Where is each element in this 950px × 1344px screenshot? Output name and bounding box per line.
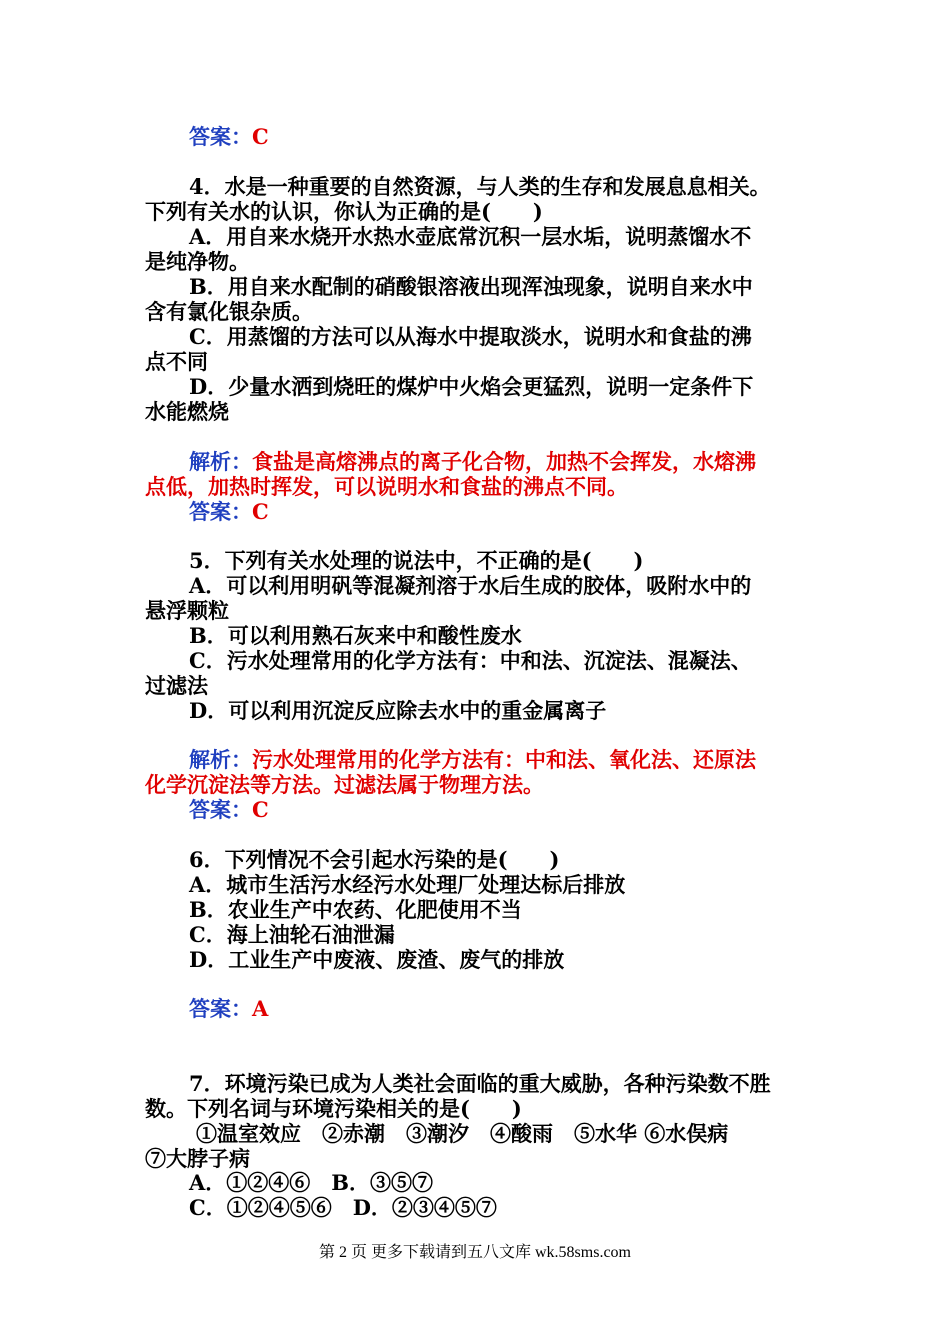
q5-option-c-line-2: 过滤法 — [145, 673, 208, 698]
q7-options-line-1: A．①②④⑥ B．③⑤⑦ — [189, 1170, 434, 1195]
q4-option-c-line-2: 点不同 — [145, 349, 208, 374]
q5-stem: 5．下列有关水处理的说法中，不正确的是( ) — [189, 548, 644, 573]
q4-analysis-line-2: 点低，加热时挥发，可以说明水和食盐的沸点不同。 — [145, 474, 628, 499]
q5-answer-line — [189, 797, 854, 823]
q6-option-b: B．农业生产中农药、化肥使用不当 — [189, 897, 522, 922]
q6-answer: A — [252, 996, 269, 1021]
q5-analysis-line-1 — [189, 747, 854, 773]
q7-stem-line-2: 数。下列名词与环境污染相关的是( ) — [145, 1096, 522, 1121]
q7-stem-line-1: 7．环境污染已成为人类社会面临的重大威胁，各种污染数不胜 — [189, 1071, 771, 1096]
q4-option-b-line-2: 含有氯化银杂质。 — [145, 299, 313, 324]
q6-option-d: D．工业生产中废液、废渣、废气的排放 — [189, 947, 565, 972]
q5-analysis-line-2: 化学沉淀法等方法。过滤法属于物理方法。 — [145, 772, 544, 797]
q4-analysis-line-1 — [189, 449, 854, 475]
q5-option-a-line-2: 悬浮颗粒 — [145, 598, 229, 623]
q6-option-a: A．城市生活污水经污水处理厂处理达标后排放 — [189, 872, 626, 897]
q4-option-b-line-1: B．用自来水配制的硝酸银溶液出现浑浊现象，说明自来水中 — [189, 274, 753, 299]
q3-answer-line — [189, 124, 854, 150]
q6-stem: 6．下列情况不会引起水污染的是( ) — [189, 847, 560, 872]
q5-option-d: D．可以利用沉淀反应除去水中的重金属离子 — [189, 698, 607, 723]
q6-answer-line — [189, 996, 854, 1022]
q7-items-line-1: ①温室效应 ②赤潮 ③潮汐 ④酸雨 ⑤水华 ⑥水俣病 — [196, 1121, 729, 1146]
q4-answer: C — [252, 499, 269, 524]
answer-label: 答案： — [189, 499, 252, 524]
page-footer: 第 2 页 更多下载请到五八文库 wk.58sms.com — [318, 1244, 631, 1261]
q5-option-c-line-1: C．污水处理常用的化学方法有：中和法、沉淀法、混凝法、 — [189, 648, 752, 673]
q5-analysis-text-1: 污水处理常用的化学方法有：中和法、氧化法、还原法 — [252, 747, 756, 772]
q4-option-c-line-1: C．用蒸馏的方法可以从海水中提取淡水，说明水和食盐的沸 — [189, 324, 752, 349]
q5-option-a-line-1: A．可以利用明矾等混凝剂溶于水后生成的胶体，吸附水中的 — [189, 573, 752, 598]
q5-answer: C — [252, 797, 269, 822]
q4-option-d-line-2: 水能燃烧 — [145, 399, 229, 424]
q4-option-d-line-1: D．少量水洒到烧旺的煤炉中火焰会更猛烈，说明一定条件下 — [189, 374, 754, 399]
q4-analysis-text-1: 食盐是高熔沸点的离子化合物，加热不会挥发，水熔沸 — [252, 449, 756, 474]
q4-stem-line-2: 下列有关水的认识，你认为正确的是( ) — [145, 199, 543, 224]
analysis-label: 解析： — [189, 747, 252, 772]
q4-option-a-line-1: A．用自来水烧开水热水壶底常沉积一层水垢，说明蒸馏水不 — [189, 224, 752, 249]
answer-label: 答案： — [189, 996, 252, 1021]
analysis-label: 解析： — [189, 449, 252, 474]
q4-stem-line-1: 4．水是一种重要的自然资源，与人类的生存和发展息息相关。 — [189, 174, 771, 199]
q5-option-b: B．可以利用熟石灰来中和酸性废水 — [189, 623, 522, 648]
q6-option-c: C．海上油轮石油泄漏 — [189, 922, 395, 947]
q4-option-a-line-2: 是纯净物。 — [145, 249, 250, 274]
q3-answer: C — [252, 124, 269, 149]
q7-items-line-2: ⑦大脖子病 — [145, 1146, 250, 1171]
answer-label: 答案： — [189, 124, 252, 149]
q4-answer-line — [189, 499, 854, 525]
answer-label: 答案： — [189, 797, 252, 822]
q7-options-line-2: C．①②④⑤⑥ D．②③④⑤⑦ — [189, 1195, 497, 1220]
